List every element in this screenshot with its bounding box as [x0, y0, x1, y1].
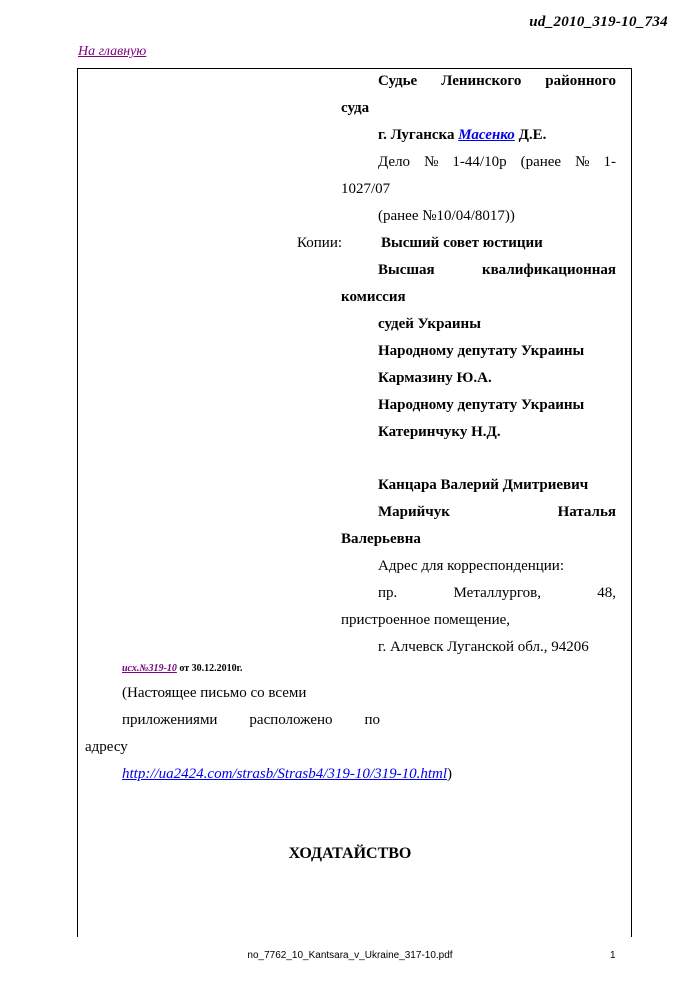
- note-line-1: (Настоящее письмо со всеми: [122, 685, 307, 701]
- note-line-2: приложениями расположено по: [122, 712, 380, 728]
- case-number-line-3: (ранее №10/04/8017)): [378, 208, 515, 224]
- sender-name-2: Марийчук Наталья: [378, 504, 616, 520]
- correspondence-label: Адрес для корреспонденции:: [378, 558, 565, 574]
- addressee-line-1: Судье Ленинского районного: [378, 73, 616, 89]
- copies-recipient-1: Высший совет юстиции: [381, 235, 543, 251]
- copies-recipient-2: Высшая квалификационная: [378, 262, 616, 278]
- note-line-3: адресу: [85, 739, 128, 755]
- addressee-line-2: суда: [341, 100, 370, 116]
- copies-recipient-3-name: Кармазину Ю.А.: [378, 370, 492, 386]
- case-number-line-2: 1027/07: [341, 181, 391, 197]
- outgoing-ref-link[interactable]: исх.№319-10: [122, 663, 177, 674]
- copies-recipient-4: Народному депутату Украины: [378, 397, 585, 413]
- footer-filename: no_7762_10_Kantsara_v_Ukraine_317-10.pdf: [247, 950, 453, 961]
- document-reference: ud_2010_319-10_734: [529, 14, 668, 30]
- address-line-2: пристроенное помещение,: [341, 612, 510, 628]
- sender-name-1: Канцара Валерий Дмитриевич: [378, 477, 589, 493]
- footer-page-number: 1: [610, 950, 616, 961]
- addressee-judge: г. Луганска Масенко Д.Е.: [378, 127, 547, 143]
- document-url-link[interactable]: http://ua2424.com/strasb/Strasb4/319-10/319-10.html: [122, 766, 448, 782]
- copies-label: Копии:: [297, 235, 343, 251]
- document-title: ХОДАТАЙСТВО: [288, 845, 412, 862]
- copies-recipient-2-cont2: судей Украины: [378, 316, 481, 332]
- judge-name-link[interactable]: Масенко: [458, 127, 515, 143]
- copies-recipient-2-cont: комиссия: [341, 289, 406, 305]
- address-line-3: г. Алчевск Луганской обл., 94206: [378, 639, 589, 655]
- copies-recipient-3: Народному депутату Украины: [378, 343, 585, 359]
- home-link[interactable]: На главную: [78, 44, 147, 59]
- sender-name-2-cont: Валерьевна: [341, 531, 421, 547]
- outgoing-reference: исх.№319-10 от 30.12.2010г.: [122, 663, 243, 674]
- address-line-1: пр. Металлургов, 48,: [378, 585, 616, 601]
- case-number-line-1: Дело № 1-44/10р (ранее № 1-: [378, 154, 616, 170]
- note-url-line: http://ua2424.com/strasb/Strasb4/319-10/319-10.html): [122, 766, 453, 782]
- copies-recipient-4-name: Катеринчуку Н.Д.: [378, 424, 501, 440]
